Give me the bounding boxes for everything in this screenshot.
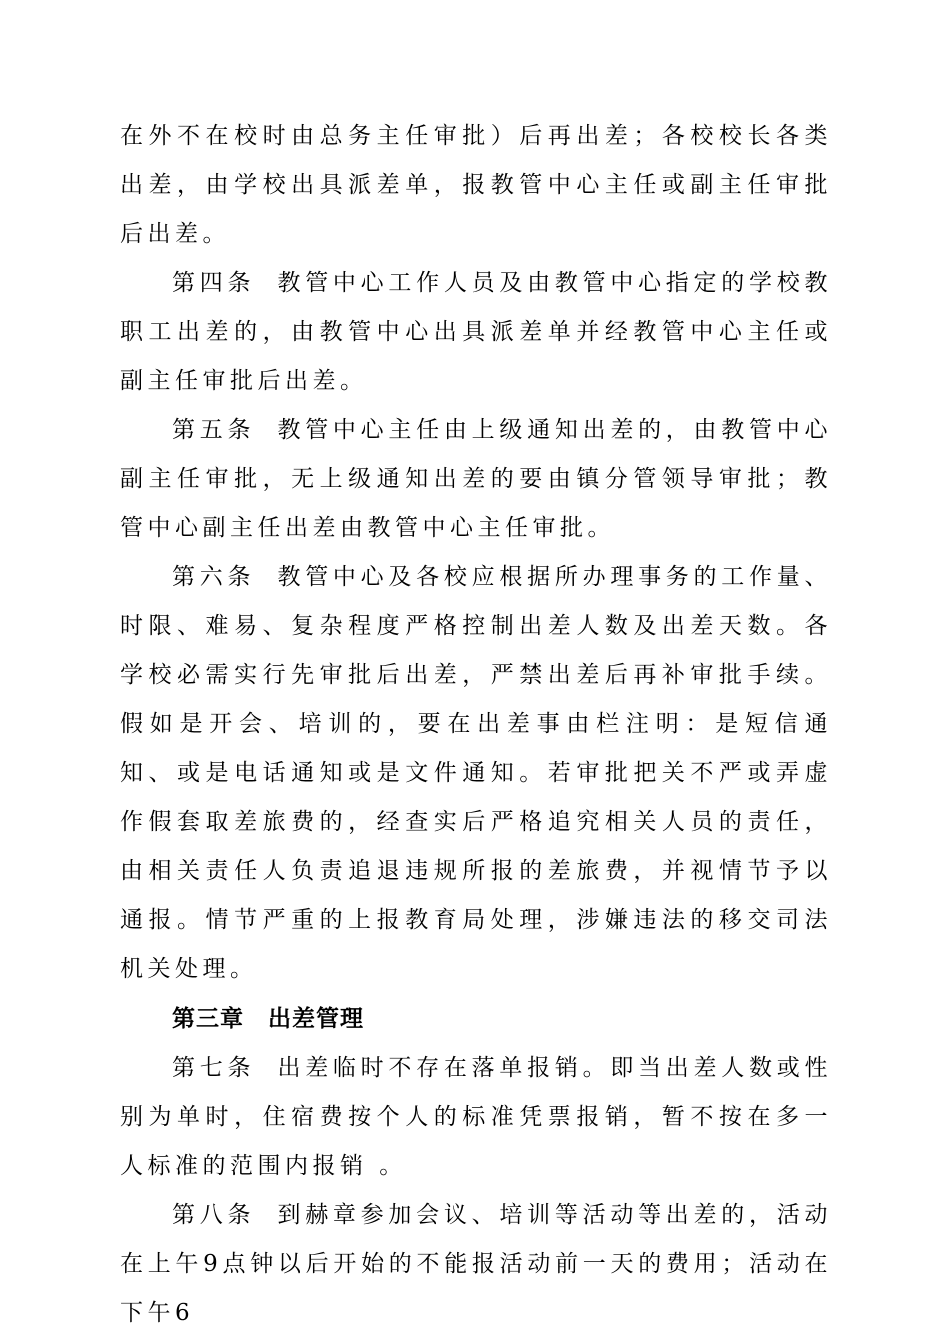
article-text: 教管中心工作人员及由教管中心指定的学校教职工出差的，由教管中心出具派差单并经教管中心主任或副主任审批后出差。 (120, 270, 833, 394)
article-text: 到赫章参加会议、培训等活动等出差的，活动在上午9点钟以后开始的不能报活动前一天的费用；活动在下午6 (120, 1202, 833, 1326)
paragraph-text: 在外不在校时由总务主任审批）后再出差；各校校长各类出差，由学校出具派差单，报教管中心主任或副主任审批后出差。 (120, 123, 832, 247)
article-label: 第七条 (172, 1055, 256, 1081)
chapter-label: 第三章 (172, 1006, 244, 1032)
article-label: 第八条 (172, 1202, 256, 1228)
article-7 (120, 1044, 832, 1191)
article-5 (120, 406, 832, 553)
document-page (120, 112, 832, 1338)
article-4 (120, 259, 832, 406)
article-text: 出差临时不存在落单报销。即当出差人数或性别为单时，住宿费按个人的标准凭票报销，暂不按在多一人标准的范围内报销 。 (120, 1055, 833, 1179)
chapter-title: 出差管理 (268, 1006, 364, 1032)
article-label: 第四条 (172, 270, 256, 296)
article-6 (120, 553, 832, 994)
paragraph-continuation (120, 112, 832, 259)
article-text: 教管中心及各校应根据所办理事务的工作量、时限、难易、复杂程度严格控制出差人数及出差天数。各学校必需实行先审批后出差，严禁出差后再补审批手续。假如是开会、培训的，要在出差事由栏注明：是短信通知、或是电话通知或是文件通知。若审批把关不严或弄虚作假套取差旅费的，经查实后严格追究相关人员的责任，由相关责任人负责追退违规所报的差旅费，并视情节予以通报。情节严重的上报教育局处理，涉嫌违法的移交司法机关处理。 (120, 564, 833, 982)
article-text: 教管中心主任由上级通知出差的，由教管中心副主任审批，无上级通知出差的要由镇分管领导审批；教管中心副主任出差由教管中心主任审批。 (120, 417, 833, 541)
article-label: 第五条 (172, 417, 256, 443)
chapter-heading (120, 994, 832, 1044)
article-label: 第六条 (172, 564, 256, 590)
article-8 (120, 1191, 832, 1338)
